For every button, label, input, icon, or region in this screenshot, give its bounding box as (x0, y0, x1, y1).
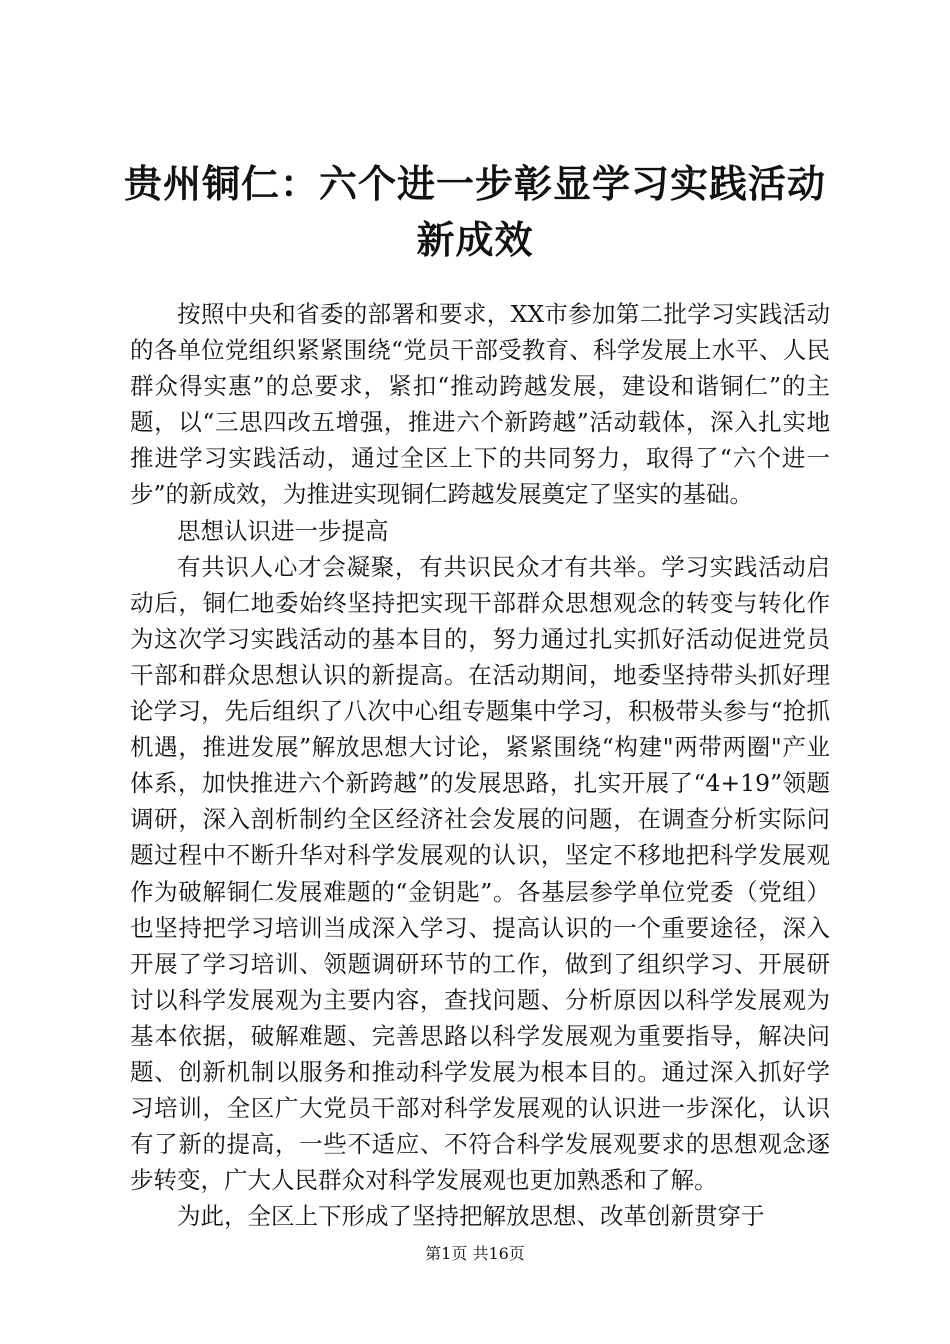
document-body (130, 296, 830, 1234)
section-heading: 思想认识进一步提高 (177, 516, 389, 545)
paragraph-section-1: 有共识人心才会凝聚，有共识民众才有共举。学习实践活动启动后，铜仁地委始终坚持把实现干部群众思想观念的转变与转化作为这次学习实践活动的基本目的，努力通过扎实抓好活动促进党员干部和群众思想认识的新提高。在活动期间，地委坚持带头抓好理论学习，先后组织了八次中心组专题集中学习，积极带头参与“抢抓机遇，推进发展”解放思想大讨论，紧紧围绕“构建"两带两圈"产业体系，加快推进六个新跨越”的发展思路，扎实开展了“4+19”领题调研，深入剖析制约全区经济社会发展的问题，在调查分析实际问题过程中不断升华对科学发展观的认识，坚定不移地把科学发展观作为破解铜仁发展难题的“金钥匙”。各基层参学单位党委（党组）也坚持把学习培训当成深入学习、提高认识的一个重要途径，深入开展了学习培训、领题调研环节的工作，做到了组织学习、开展研讨以科学发展观为主要内容，查找问题、分析原因以科学发展观为基本依据，破解难题、完善思路以科学发展观为重要指导，解决问题、创新机制以服务和推动科学发展为根本目的。通过深入抓好学习培训，全区广大党员干部对科学发展观的认识进一步深化，认识有了新的提高，一些不适应、不符合科学发展观要求的思想观念逐步转变，广大人民群众对科学发展观也更加熟悉和了解。 (130, 552, 830, 1195)
paragraph-intro: 按照中央和省委的部署和要求，XX市参加第二批学习实践活动的各单位党组织紧紧围绕“党员干部受教育、科学发展上水平、人民群众得实惠”的总要求，紧扣“推动跨越发展，建设和谐铜仁”的主题，以“三思四改五增强，推进六个新跨越”活动载体，深入扎实地推进学习实践活动，通过全区上下的共同努力，取得了“六个进一步”的新成效，为推进实现铜仁跨越发展奠定了坚实的基础。 (130, 300, 830, 509)
document-title: 贵州铜仁：六个进一步彰显学习实践活动新成效 (123, 161, 826, 262)
page-number-footer: 第1页 共16页 (425, 1244, 525, 1263)
paragraph-continued: 为此，全区上下形成了坚持把解放思想、改革创新贯穿于 (177, 1202, 765, 1231)
